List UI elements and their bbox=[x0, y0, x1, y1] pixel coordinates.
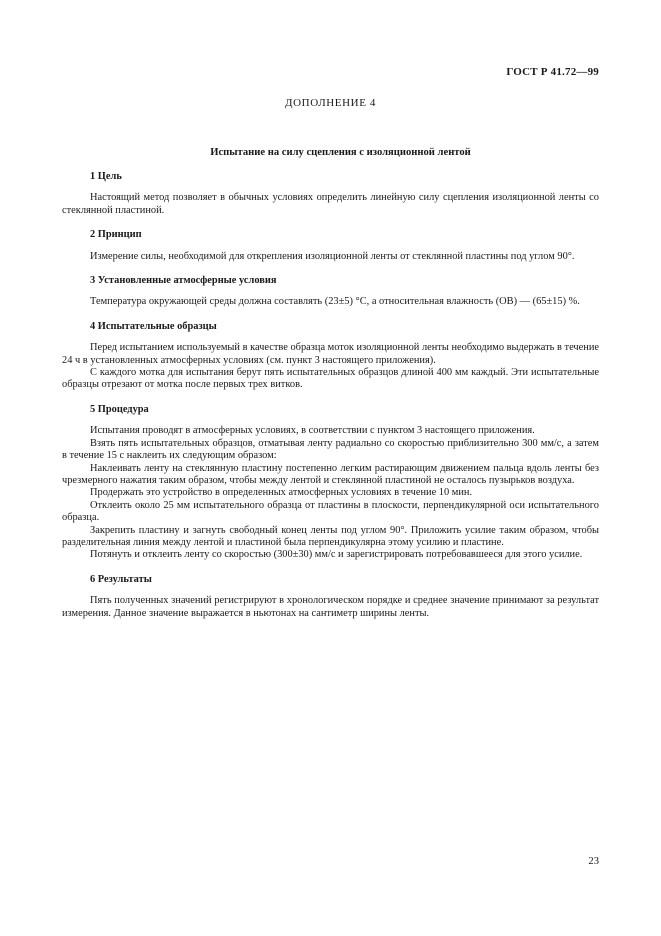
section-results bbox=[62, 574, 599, 620]
paragraph: Настоящий метод позволяет в обычных условиях определить линейную силу сцепления изоляционной ленты со стеклянной пластиной. bbox=[62, 192, 599, 216]
paragraph: С каждого мотка для испытания берут пять испытательных образцов длиной 400 мм каждый. Эти испытательные образцы отрезают от мотка после первых трех витков. bbox=[62, 367, 599, 391]
section-test-samples bbox=[62, 321, 599, 392]
section-heading: 4 Испытательные образцы bbox=[90, 320, 217, 332]
paragraph: Пять полученных значений регистрируют в хронологическом порядке и среднее значение принимают за результат измерения. Данное значение выражается в ньютонах на сантиметр ширины ленты. bbox=[62, 595, 599, 619]
paragraph: Отклеить около 25 мм испытательного образца от пластины в плоскости, перпендикулярной оси испытательного образца. bbox=[62, 499, 599, 524]
document-title: Испытание на силу сцепления с изоляционной лентой bbox=[210, 147, 471, 158]
section-heading: 2 Принцип bbox=[90, 229, 142, 241]
paragraph: Температура окружающей среды должна составлять (23±5) °С, а относительная влажность (ОВ) — (65±15) %. bbox=[90, 296, 580, 308]
section-atmospheric-conditions bbox=[62, 275, 599, 309]
page-number: 23 bbox=[588, 856, 599, 867]
paragraph: Взять пять испытательных образцов, отматывая ленту радиально со скоростью приблизительно 300 мм/с, а затем в течение 15 с наклеить их следующим образом: bbox=[62, 437, 599, 462]
section-procedure bbox=[62, 404, 599, 562]
section-heading: 1 Цель bbox=[90, 171, 122, 182]
paragraph: Измерение силы, необходимой для открепления изоляционной ленты от стеклянной пластины под углом 90°. bbox=[90, 250, 575, 262]
section-heading: 5 Процедура bbox=[90, 403, 149, 415]
section-principle bbox=[62, 229, 599, 263]
paragraph: Потянуть и отклеить ленту со скоростью (300±30) мм/с и зарегистрировать потребовавшееся для этого усилие. bbox=[90, 549, 583, 561]
section-purpose bbox=[62, 171, 599, 217]
document-body bbox=[62, 171, 599, 620]
section-heading: 6 Результаты bbox=[90, 573, 152, 585]
standard-code: ГОСТ Р 41.72—99 bbox=[506, 66, 599, 78]
paragraph: Испытания проводят в атмосферных условиях, в соответствии с пунктом 3 настоящего приложения. bbox=[90, 425, 535, 437]
paragraph: Наклеивать ленту на стеклянную пластину постепенно легким растирающим движением пальца вдоль ленты без чрезмерного нажатия таким образом, чтобы между лентой и стеклянной пластиной не осталось пузырьков воздуха. bbox=[62, 462, 599, 486]
paragraph: Продержать это устройство в определенных атмосферных условиях в течение 10 мин. bbox=[90, 487, 473, 499]
paragraph: Перед испытанием используемый в качестве образца моток изоляционной ленты необходимо выдержать в течение 24 ч в установленных атмосферных условиях (см. пункт 3 настоящего приложения). bbox=[62, 342, 599, 366]
paragraph: Закрепить пластину и загнуть свободный конец ленты под углом 90°. Приложить усилие таким образом, чтобы разделительная линия между лентой и пластиной была перпендикулярна этому усилию и пластине. bbox=[62, 524, 599, 548]
section-heading: 3 Установленные атмосферные условия bbox=[90, 275, 277, 287]
appendix-title: ДОПОЛНЕНИЕ 4 bbox=[285, 97, 376, 109]
